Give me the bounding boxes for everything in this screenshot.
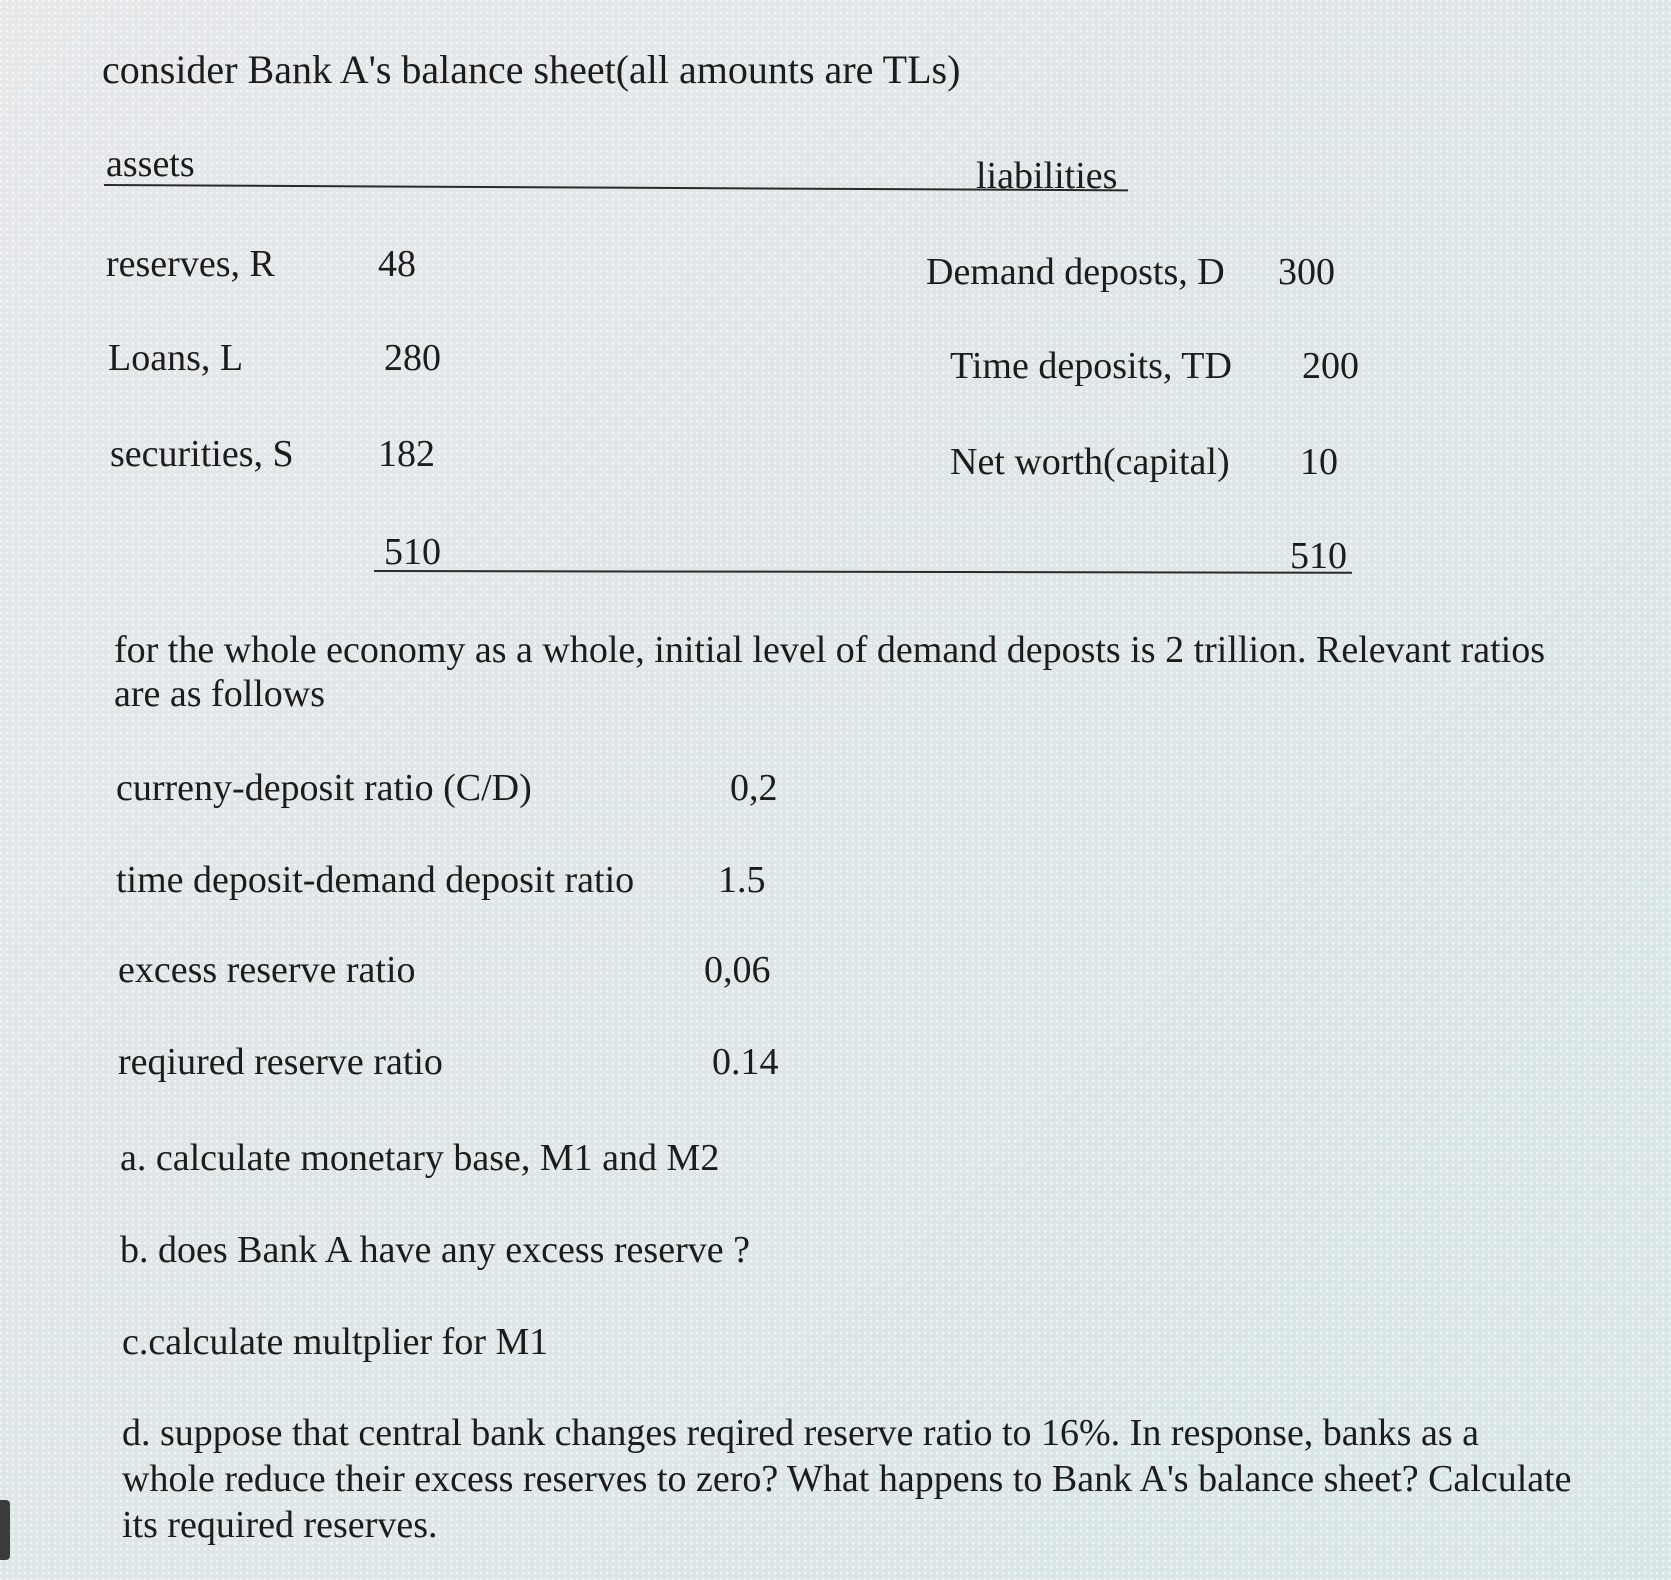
liability-value-net-worth: 10 — [1300, 441, 1338, 483]
question-b: b. does Bank A have any excess reserve ? — [120, 1229, 750, 1271]
ratio-label-currency-deposit: curreny-deposit ratio (C/D) — [116, 767, 532, 809]
assets-total: 510 — [384, 531, 441, 573]
question-a: a. calculate monetary base, M1 and M2 — [120, 1137, 720, 1179]
totals-rule — [374, 570, 1352, 574]
asset-label-securities: securities, S — [110, 433, 294, 475]
ratio-value-time-demand: 1.5 — [718, 859, 766, 901]
liability-value-time-deposits: 200 — [1302, 345, 1359, 387]
asset-value-reserves: 48 — [378, 243, 416, 285]
ratio-label-excess-reserve: excess reserve ratio — [118, 949, 416, 991]
screen-edge-mark — [0, 1500, 10, 1560]
ratio-value-required-reserve: 0.14 — [712, 1041, 779, 1083]
liability-label-demand-deposits: Demand deposts, D — [926, 251, 1225, 293]
liability-value-demand-deposits: 300 — [1278, 251, 1335, 293]
ratio-label-required-reserve: reqiured reserve ratio — [118, 1041, 443, 1083]
asset-value-loans: 280 — [384, 337, 441, 379]
liability-label-time-deposits: Time deposits, TD — [950, 345, 1232, 387]
question-d: d. suppose that central bank changes reqired reserve ratio to 16%. In response, banks as a whole reduce their excess reserves to zero? What happens to Bank A's balance sheet? Calculate its required reserves. — [122, 1412, 1572, 1546]
question-c: c.calculate multplier for M1 — [122, 1321, 549, 1363]
page-title: consider Bank A's balance sheet(all amounts are TLs) — [102, 47, 961, 92]
header-rule — [104, 184, 1128, 191]
liabilities-total: 510 — [1290, 535, 1347, 577]
economy-paragraph: for the whole economy as a whole, initial level of demand deposts is 2 trillion. Relevant ratios are as follows — [114, 629, 1545, 715]
asset-label-reserves: reserves, R — [106, 243, 275, 285]
ratio-label-time-demand: time deposit-demand deposit ratio — [116, 859, 635, 901]
ratio-value-currency-deposit: 0,2 — [730, 767, 778, 809]
liabilities-header: liabilities — [976, 155, 1118, 197]
asset-value-securities: 182 — [378, 433, 435, 475]
ratio-value-excess-reserve: 0,06 — [704, 949, 771, 991]
asset-label-loans: Loans, L — [108, 337, 244, 379]
assets-header: assets — [106, 143, 195, 185]
liability-label-net-worth: Net worth(capital) — [950, 441, 1230, 483]
